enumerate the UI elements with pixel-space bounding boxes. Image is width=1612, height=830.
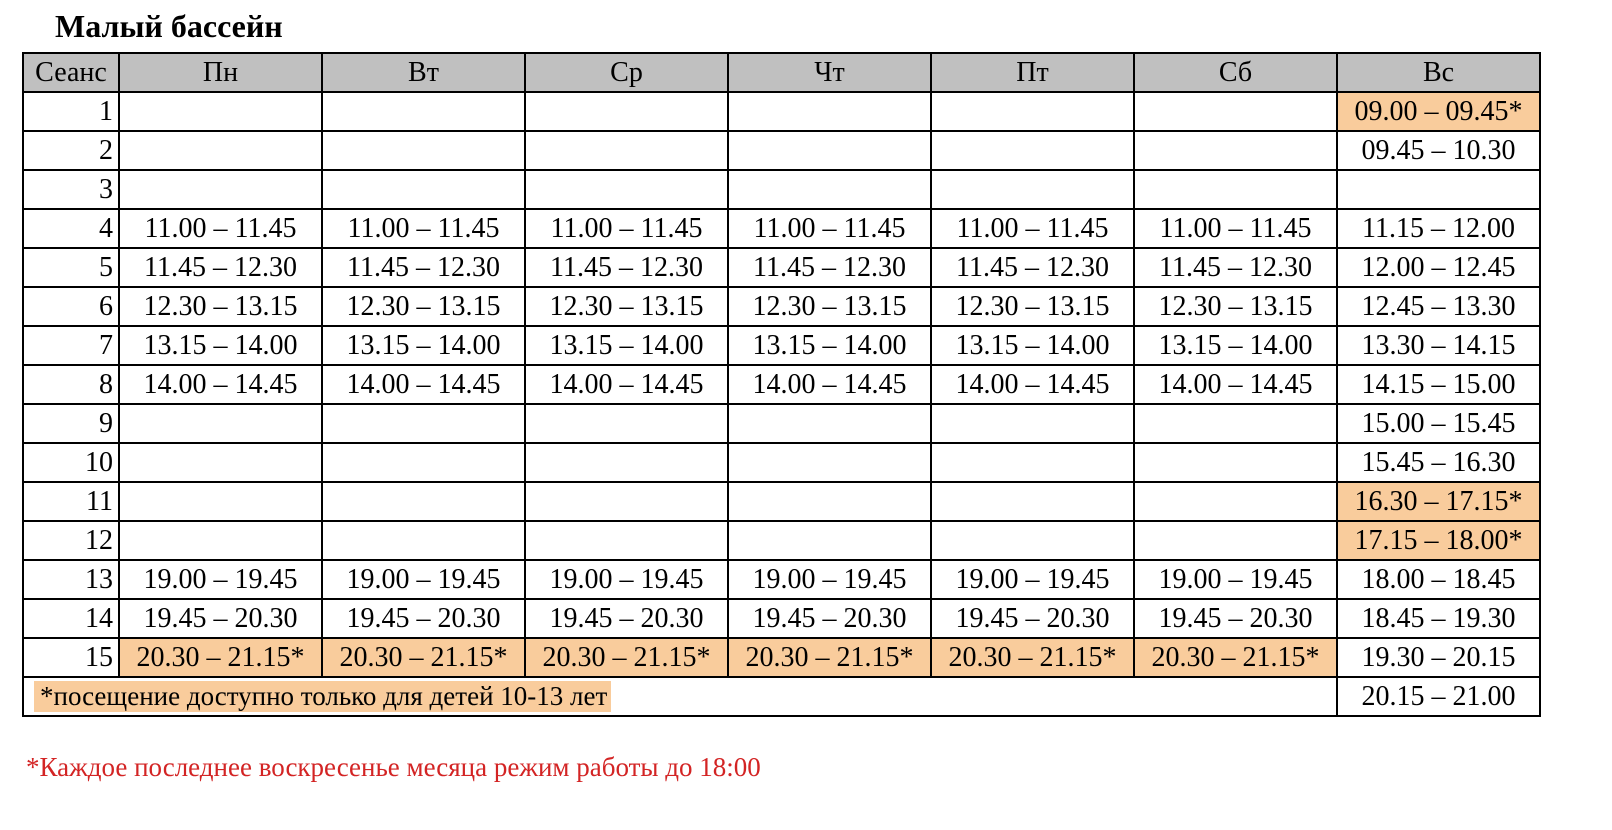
col-header-fri: Пт xyxy=(931,53,1134,92)
session-number-cell: 14 xyxy=(23,599,119,638)
time-cell-fri xyxy=(931,170,1134,209)
time-cell-sat xyxy=(1134,443,1337,482)
table-row xyxy=(23,560,1540,599)
time-cell-sat: 14.00 – 14.45 xyxy=(1134,365,1337,404)
col-header-session: Сеанс xyxy=(23,53,119,92)
session-number-cell: 9 xyxy=(23,404,119,443)
time-cell-sun xyxy=(1337,170,1540,209)
table-row xyxy=(23,443,1540,482)
col-header-wed: Ср xyxy=(525,53,728,92)
time-cell-wed: 14.00 – 14.45 xyxy=(525,365,728,404)
table-row xyxy=(23,365,1540,404)
time-cell-thu xyxy=(728,131,931,170)
time-cell-mon xyxy=(119,521,322,560)
time-cell-thu: 14.00 – 14.45 xyxy=(728,365,931,404)
time-cell-sun: 09.45 – 10.30 xyxy=(1337,131,1540,170)
time-cell-sat xyxy=(1134,521,1337,560)
table-row xyxy=(23,326,1540,365)
children-note: *посещение доступно только для детей 10-13 лет xyxy=(34,681,611,712)
time-cell-wed: 13.15 – 14.00 xyxy=(525,326,728,365)
time-cell-tue xyxy=(322,521,525,560)
time-cell-sun: 09.00 – 09.45* xyxy=(1337,92,1540,131)
time-cell-fri xyxy=(931,131,1134,170)
time-cell-sat: 13.15 – 14.00 xyxy=(1134,326,1337,365)
time-cell-sun: 12.45 – 13.30 xyxy=(1337,287,1540,326)
time-cell-tue: 14.00 – 14.45 xyxy=(322,365,525,404)
time-cell-sun: 15.45 – 16.30 xyxy=(1337,443,1540,482)
time-cell-sun: 13.30 – 14.15 xyxy=(1337,326,1540,365)
time-cell-sun: 18.00 – 18.45 xyxy=(1337,560,1540,599)
time-cell-fri xyxy=(931,92,1134,131)
time-cell-fri: 11.00 – 11.45 xyxy=(931,209,1134,248)
time-cell-fri xyxy=(931,521,1134,560)
time-cell-wed xyxy=(525,131,728,170)
time-cell-wed: 11.00 – 11.45 xyxy=(525,209,728,248)
time-cell-sun: 19.30 – 20.15 xyxy=(1337,638,1540,677)
time-cell-sat xyxy=(1134,170,1337,209)
time-cell-tue xyxy=(322,404,525,443)
time-cell-wed xyxy=(525,443,728,482)
table-row xyxy=(23,404,1540,443)
time-cell-wed: 20.30 – 21.15* xyxy=(525,638,728,677)
time-cell-wed: 19.00 – 19.45 xyxy=(525,560,728,599)
time-cell-mon: 14.00 – 14.45 xyxy=(119,365,322,404)
table-row xyxy=(23,92,1540,131)
page-title: Малый бассейн xyxy=(55,8,283,44)
note-cell xyxy=(23,677,1337,716)
time-cell-wed xyxy=(525,482,728,521)
session-number-cell: 5 xyxy=(23,248,119,287)
time-cell-sat xyxy=(1134,92,1337,131)
time-cell-sun: 16.30 – 17.15* xyxy=(1337,482,1540,521)
time-cell-wed xyxy=(525,404,728,443)
time-cell-thu: 11.00 – 11.45 xyxy=(728,209,931,248)
time-cell-mon: 11.00 – 11.45 xyxy=(119,209,322,248)
time-cell-thu: 13.15 – 14.00 xyxy=(728,326,931,365)
col-header-mon: Пн xyxy=(119,53,322,92)
time-cell-wed: 11.45 – 12.30 xyxy=(525,248,728,287)
time-cell-thu xyxy=(728,482,931,521)
time-cell-sat xyxy=(1134,131,1337,170)
time-cell-fri: 20.30 – 21.15* xyxy=(931,638,1134,677)
time-cell-tue xyxy=(322,131,525,170)
time-cell-fri xyxy=(931,404,1134,443)
time-cell-sun: 11.15 – 12.00 xyxy=(1337,209,1540,248)
time-cell-fri xyxy=(931,443,1134,482)
session-number-cell: 10 xyxy=(23,443,119,482)
time-cell-thu xyxy=(728,92,931,131)
table-row xyxy=(23,209,1540,248)
time-cell-mon xyxy=(119,131,322,170)
time-cell-thu xyxy=(728,170,931,209)
time-cell-wed xyxy=(525,170,728,209)
session-number-cell: 1 xyxy=(23,92,119,131)
time-cell-tue: 11.00 – 11.45 xyxy=(322,209,525,248)
session-number-cell: 11 xyxy=(23,482,119,521)
session-number-cell: 8 xyxy=(23,365,119,404)
time-cell-mon xyxy=(119,443,322,482)
time-cell-sun: 15.00 – 15.45 xyxy=(1337,404,1540,443)
time-cell-wed xyxy=(525,92,728,131)
time-cell-mon xyxy=(119,482,322,521)
time-cell-fri: 12.30 – 13.15 xyxy=(931,287,1134,326)
time-cell-wed: 19.45 – 20.30 xyxy=(525,599,728,638)
col-header-sun: Вс xyxy=(1337,53,1540,92)
time-cell-wed xyxy=(525,521,728,560)
table-row xyxy=(23,599,1540,638)
time-cell-mon: 13.15 – 14.00 xyxy=(119,326,322,365)
time-cell-tue xyxy=(322,443,525,482)
time-cell-tue: 12.30 – 13.15 xyxy=(322,287,525,326)
table-row xyxy=(23,248,1540,287)
time-cell-thu xyxy=(728,404,931,443)
session-number-cell: 12 xyxy=(23,521,119,560)
time-cell-sun: 14.15 – 15.00 xyxy=(1337,365,1540,404)
time-cell-thu: 20.30 – 21.15* xyxy=(728,638,931,677)
col-header-sat: Сб xyxy=(1134,53,1337,92)
time-cell-fri: 14.00 – 14.45 xyxy=(931,365,1134,404)
schedule-table xyxy=(22,52,1541,717)
table-row xyxy=(23,482,1540,521)
time-cell-tue xyxy=(322,170,525,209)
note-row xyxy=(23,677,1540,716)
time-cell-sat: 12.30 – 13.15 xyxy=(1134,287,1337,326)
table-row xyxy=(23,131,1540,170)
sunday-time-cell: 20.15 – 21.00 xyxy=(1337,677,1540,716)
session-number-cell: 4 xyxy=(23,209,119,248)
time-cell-sat: 19.00 – 19.45 xyxy=(1134,560,1337,599)
time-cell-sat xyxy=(1134,482,1337,521)
time-cell-mon: 12.30 – 13.15 xyxy=(119,287,322,326)
time-cell-thu: 11.45 – 12.30 xyxy=(728,248,931,287)
time-cell-sun: 12.00 – 12.45 xyxy=(1337,248,1540,287)
time-cell-thu: 19.00 – 19.45 xyxy=(728,560,931,599)
time-cell-tue: 20.30 – 21.15* xyxy=(322,638,525,677)
session-number-cell: 7 xyxy=(23,326,119,365)
time-cell-mon: 11.45 – 12.30 xyxy=(119,248,322,287)
session-number-cell: 3 xyxy=(23,170,119,209)
header-row xyxy=(23,53,1540,92)
col-header-thu: Чт xyxy=(728,53,931,92)
time-cell-sat: 19.45 – 20.30 xyxy=(1134,599,1337,638)
time-cell-sat xyxy=(1134,404,1337,443)
time-cell-mon: 19.45 – 20.30 xyxy=(119,599,322,638)
time-cell-tue xyxy=(322,482,525,521)
time-cell-tue: 19.45 – 20.30 xyxy=(322,599,525,638)
time-cell-fri: 13.15 – 14.00 xyxy=(931,326,1134,365)
time-cell-thu: 12.30 – 13.15 xyxy=(728,287,931,326)
table-row xyxy=(23,638,1540,677)
session-number-cell: 13 xyxy=(23,560,119,599)
table-row xyxy=(23,287,1540,326)
time-cell-mon xyxy=(119,92,322,131)
time-cell-tue: 19.00 – 19.45 xyxy=(322,560,525,599)
time-cell-wed: 12.30 – 13.15 xyxy=(525,287,728,326)
time-cell-sat: 20.30 – 21.15* xyxy=(1134,638,1337,677)
time-cell-mon xyxy=(119,404,322,443)
table-row xyxy=(23,170,1540,209)
session-number-cell: 2 xyxy=(23,131,119,170)
time-cell-fri: 11.45 – 12.30 xyxy=(931,248,1134,287)
session-number-cell: 6 xyxy=(23,287,119,326)
time-cell-thu: 19.45 – 20.30 xyxy=(728,599,931,638)
time-cell-thu xyxy=(728,443,931,482)
table-row xyxy=(23,521,1540,560)
time-cell-tue xyxy=(322,92,525,131)
time-cell-thu xyxy=(728,521,931,560)
time-cell-mon xyxy=(119,170,322,209)
time-cell-mon: 19.00 – 19.45 xyxy=(119,560,322,599)
time-cell-fri: 19.00 – 19.45 xyxy=(931,560,1134,599)
time-cell-fri: 19.45 – 20.30 xyxy=(931,599,1134,638)
footer-note: *Каждое последнее воскресенье месяца режим работы до 18:00 xyxy=(26,752,761,782)
time-cell-tue: 11.45 – 12.30 xyxy=(322,248,525,287)
time-cell-sat: 11.00 – 11.45 xyxy=(1134,209,1337,248)
time-cell-tue: 13.15 – 14.00 xyxy=(322,326,525,365)
session-number-cell: 15 xyxy=(23,638,119,677)
time-cell-fri xyxy=(931,482,1134,521)
time-cell-mon: 20.30 – 21.15* xyxy=(119,638,322,677)
time-cell-sat: 11.45 – 12.30 xyxy=(1134,248,1337,287)
time-cell-sun: 17.15 – 18.00* xyxy=(1337,521,1540,560)
col-header-tue: Вт xyxy=(322,53,525,92)
time-cell-sun: 18.45 – 19.30 xyxy=(1337,599,1540,638)
